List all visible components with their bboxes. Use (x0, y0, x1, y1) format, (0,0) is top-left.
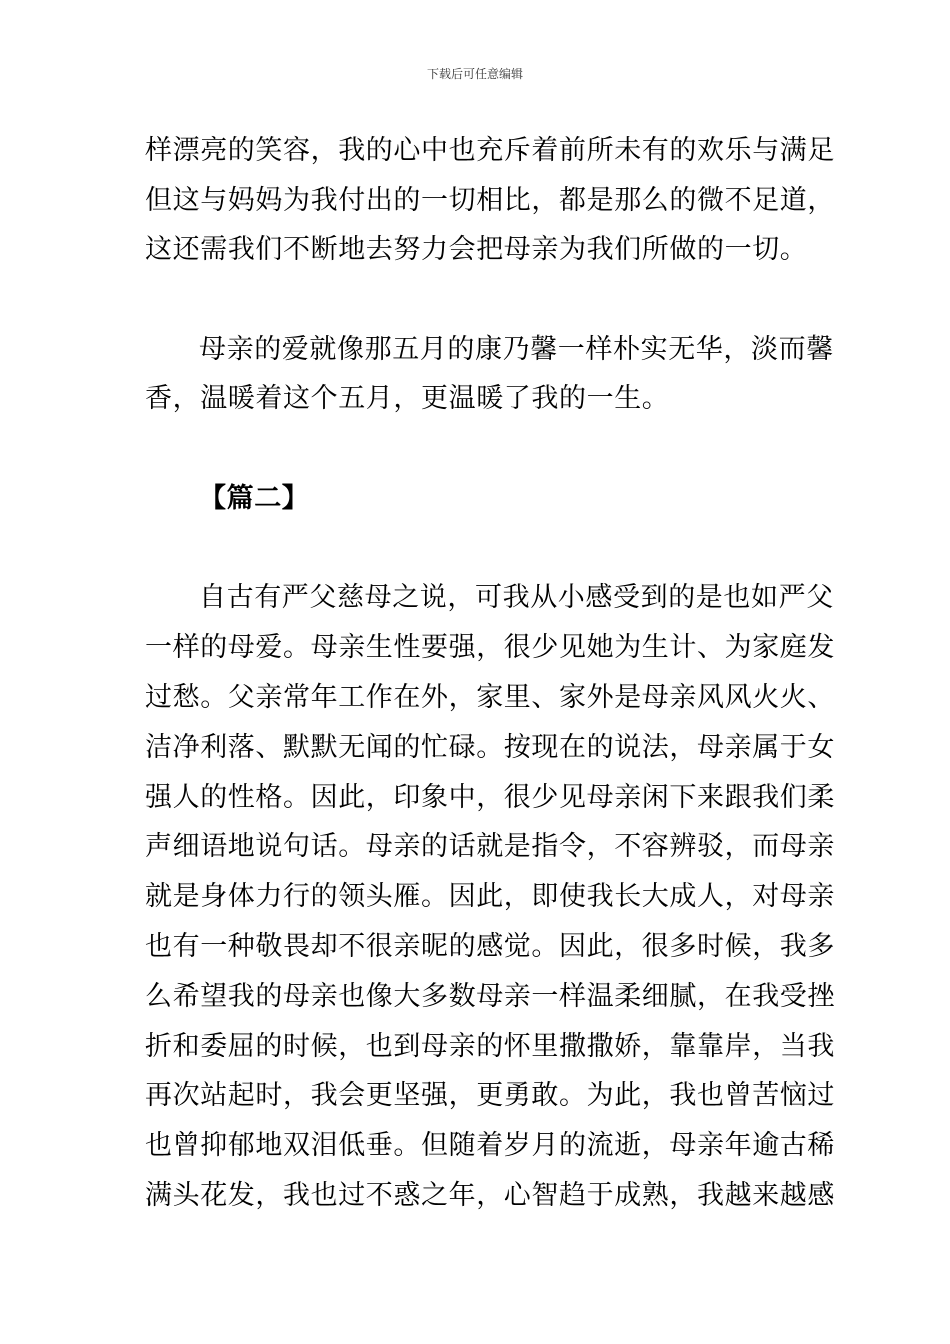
text-line: 也有一种敬畏却不很亲昵的感觉。因此，很多时候，我多 (145, 931, 835, 962)
header-note: 下载后可任意编辑 (426, 67, 523, 81)
text-line: 也曾抑郁地双泪低垂。但随着岁月的流逝，母亲年逾古稀 (145, 1130, 835, 1161)
text-line: 这还需我们不断地去努力会把母亲为我们所做的一切。 (145, 234, 808, 265)
text-line: 洁净利落、默默无闻的忙碌。按现在的说法，母亲属于女 (145, 732, 835, 763)
text-line: 母亲的爱就像那五月的康乃馨一样朴实无华，淡而馨 (199, 334, 834, 365)
text-line: 就是身体力行的领头雁。因此，即使我长大成人，对母亲 (145, 881, 835, 912)
text-line: 但这与妈妈为我付出的一切相比，都是那么的微不足道， (145, 185, 835, 216)
text-line: 样漂亮的笑容，我的心中也充斥着前所未有的欢乐与满足 (145, 135, 835, 166)
section-heading: 【篇二】 (199, 483, 310, 514)
text-line: 么希望我的母亲也像大多数母亲一样温柔细腻，在我受挫 (145, 981, 835, 1012)
text-line: 香，温暖着这个五月，更温暖了我的一生。 (145, 383, 670, 414)
text-line: 强人的性格。因此，印象中，很少见母亲闲下来跟我们柔 (145, 782, 835, 813)
text-line: 过愁。父亲常年工作在外，家里、家外是母亲风风火火、 (145, 682, 835, 713)
text-line: 再次站起时，我会更坚强，更勇敢。为此，我也曾苦恼过 (145, 1080, 835, 1111)
text-line: 自古有严父慈母之说，可我从小感受到的是也如严父 (199, 582, 834, 613)
text-line: 满头花发，我也过不惑之年，心智趋于成熟，我越来越感 (145, 1180, 835, 1211)
text-line: 声细语地说句话。母亲的话就是指令，不容辨驳，而母亲 (145, 831, 835, 862)
text-line: 一样的母爱。母亲生性要强，很少见她为生计、为家庭发 (145, 632, 835, 663)
text-line: 折和委屈的时候，也到母亲的怀里撒撒娇，靠靠岸，当我 (145, 1031, 835, 1062)
